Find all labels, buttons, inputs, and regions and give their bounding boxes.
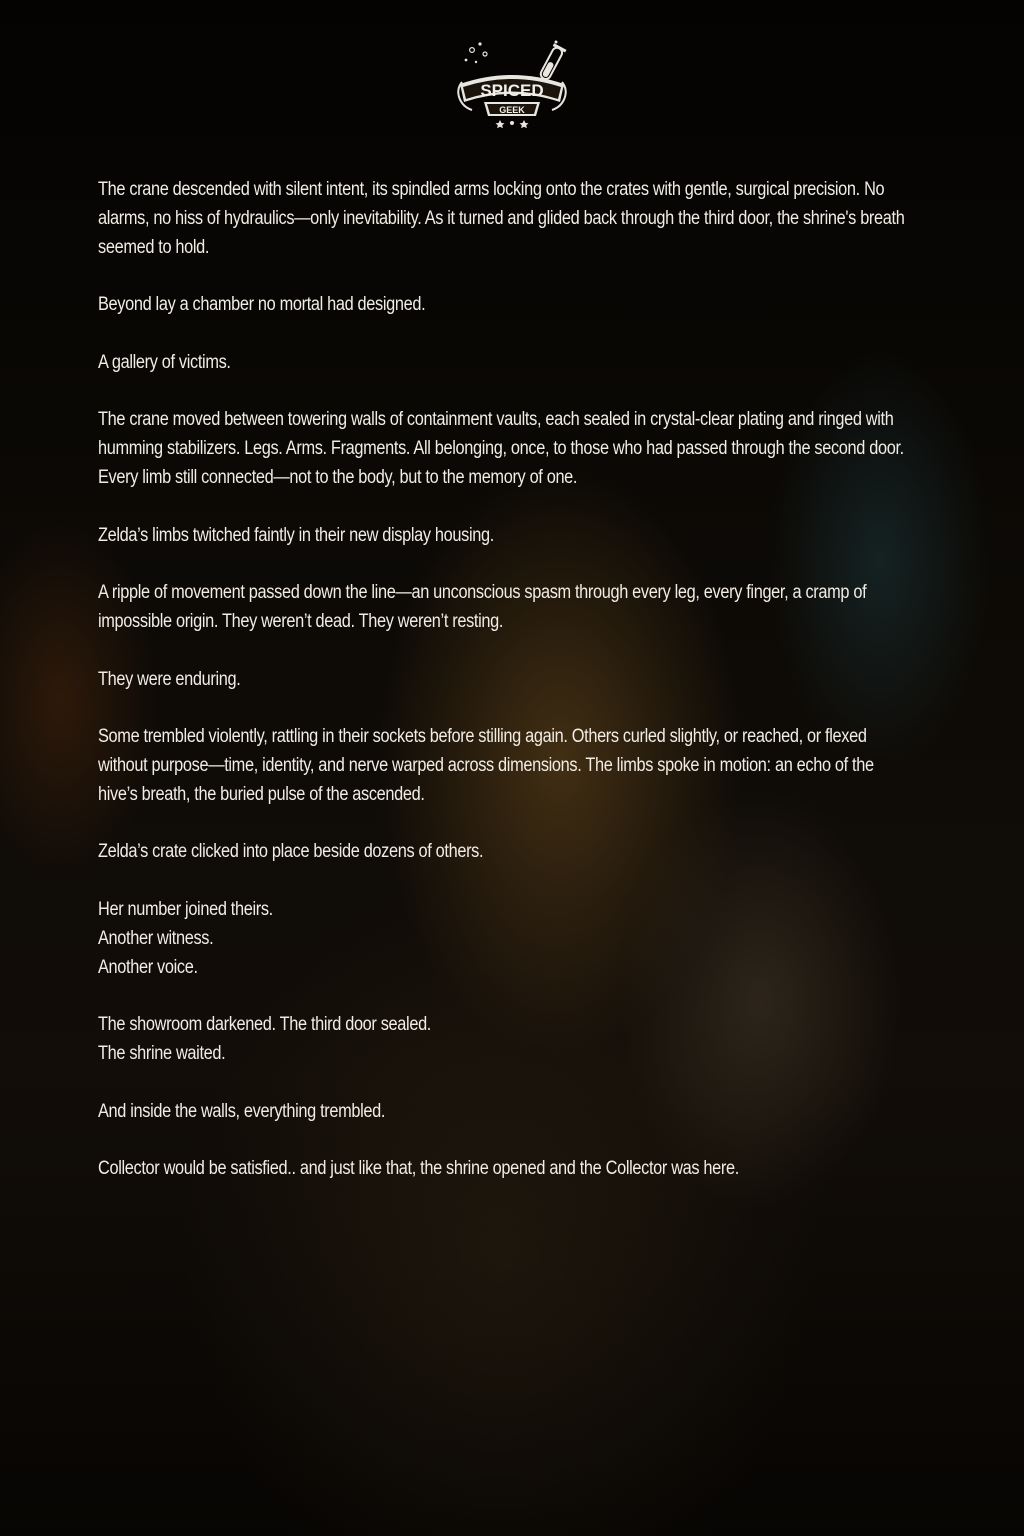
story-paragraph	[98, 1155, 915, 1184]
svg-text:GEEK: GEEK	[499, 105, 525, 115]
story-paragraph	[98, 291, 915, 320]
svg-text:SPICED: SPICED	[480, 81, 544, 100]
story-line: The showroom darkened. The third door sealed.	[98, 1014, 432, 1036]
story-line: A ripple of movement passed down the line—an unconscious spasm through every leg, every finger, a cramp of impossible origin. They weren’t dead. They weren’t resting.	[98, 582, 867, 632]
story-line: They were enduring.	[98, 668, 241, 690]
flask-bubbles-icon	[452, 36, 572, 128]
story-line: Zelda’s limbs twitched faintly in their new display housing.	[98, 524, 494, 546]
story-line: Beyond lay a chamber no mortal had designed.	[98, 294, 426, 316]
story-line: Another voice.	[98, 956, 198, 978]
story-paragraph	[98, 838, 915, 867]
story-paragraph	[98, 896, 915, 982]
story-paragraph	[98, 522, 915, 551]
story-paragraph	[98, 1098, 915, 1127]
spiced-geek-logo	[452, 36, 572, 128]
story-paragraph	[98, 406, 915, 492]
story-line: Her number joined theirs.	[98, 898, 273, 920]
story-line: The shrine waited.	[98, 1042, 226, 1064]
story-line: Collector would be satisfied.. and just like that, the shrine opened and the Collector was here.	[98, 1158, 739, 1180]
story-text	[98, 176, 915, 1213]
story-line: Some trembled violently, rattling in their sockets before stilling again. Others curled slightly, or reached, or flexed without purpose—time, identity, and nerve warped across dimensions. The limbs spoke in motion: an echo of the hive’s breath, the buried pulse of the ascended.	[98, 726, 874, 805]
story-line: The crane descended with silent intent, its spindled arms locking onto the crates with gentle, surgical precision. No alarms, no hiss of hydraulics—only inevitability. As it turned and glided back through the third door, the shrine's breath seemed to hold.	[98, 179, 905, 258]
story-paragraph	[98, 723, 915, 809]
story-line: The crane moved between towering walls of containment vaults, each sealed in crystal-clear plating and ringed with humming stabilizers. Legs. Arms. Fragments. All belonging, once, to those who had passed through the second door. Every limb still connected—not to the body, but to the memory of one.	[98, 409, 904, 488]
story-paragraph	[98, 579, 915, 637]
story-line: Another witness.	[98, 927, 214, 949]
story-paragraph	[98, 1011, 915, 1069]
story-paragraph	[98, 666, 915, 695]
story-line: And inside the walls, everything trembled.	[98, 1100, 386, 1122]
story-paragraph	[98, 176, 915, 262]
story-paragraph	[98, 349, 915, 378]
story-line: A gallery of victims.	[98, 351, 231, 373]
story-line: Zelda’s crate clicked into place beside dozens of others.	[98, 841, 484, 863]
